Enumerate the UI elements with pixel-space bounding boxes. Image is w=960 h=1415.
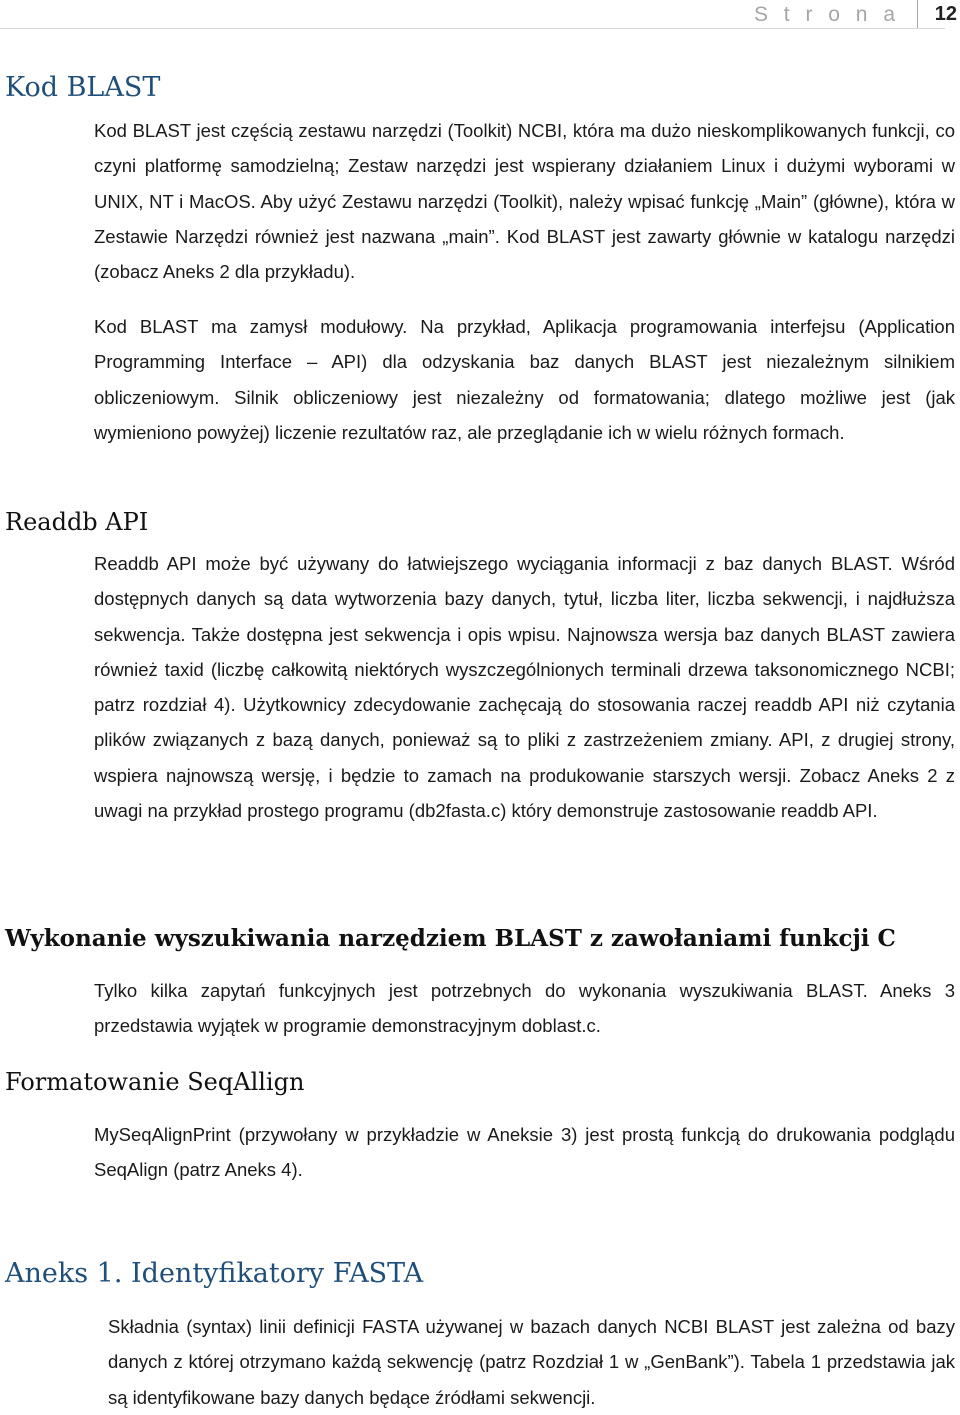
page-header-separator <box>917 0 918 28</box>
paragraph-aneks-1: Składnia (syntax) linii definicji FASTA używanej w bazach danych NCBI BLAST jest zależna od bazy danych z której otrzymano każdą sekwencję (patrz Rozdział 1 w „GenBank”). Tabela 1 przedstawia jak są identyfikowane bazy danych będące źródłami sekwencji. <box>108 1316 955 1408</box>
paragraph-formatowanie: MySeqAlignPrint (przywołany w przykładzie w Aneksie 3) jest prostą funkcją do drukowania podglądu SeqAlign (patrz Aneks 4). <box>94 1124 955 1181</box>
heading-aneks-1: Aneks 1. Identyfikatory FASTA <box>5 1258 424 1289</box>
heading-readdb-api: Readdb API <box>5 508 149 536</box>
header-rule <box>0 28 945 29</box>
page-number: 12 <box>934 3 957 25</box>
heading-formatowanie: Formatowanie SeqAllign <box>5 1068 305 1096</box>
paragraph-kod-blast-2: Kod BLAST ma zamysł modułowy. Na przykład, Aplikacja programowania interfejsu (Application Programming Interface – API) dla odzyskania baz danych BLAST jest niezależnym silnikiem obliczeniowym. Silnik obliczeniowy jest niezależny od formatowania; dlatego możliwe jest (jak wymieniono powyżej) liczenie rezultatów raz, ale przeglądanie ich w wielu różnych formach. <box>94 316 955 443</box>
paragraph-kod-blast-1: Kod BLAST jest częścią zestawu narzędzi (Toolkit) NCBI, która ma dużo nieskomplikowanych funkcji, co czyni platformę samodzielną; Zestaw narzędzi jest wspierany działaniem Linux i dużymi wyborami w UNIX, NT i MacOS. Aby użyć Zestawu narzędzi (Toolkit), należy wpisać funkcję „Main” (główne), która w Zestawie Narzędzi również jest nazwana „main”. Kod BLAST jest zawarty głównie w katalogu narzędzi (zobacz Aneks 2 dla przykładu). <box>94 120 955 283</box>
heading-wykonanie: Wykonanie wyszukiwania narzędziem BLAST z zawołaniami funkcji C <box>5 925 896 952</box>
paragraph-readdb-api: Readdb API może być używany do łatwiejszego wyciągania informacji z baz danych BLAST. Wśród dostępnych danych są data wytworzenia bazy danych, tytuł, liczba liter, liczba sekwencji, i najdłuższa sekwencja. Także dostępna jest sekwencja i opis wpisu. Najnowsza wersja baz danych BLAST zawiera również taxid (liczbę całkowitą niektórych wyszczególnionych terminali drzewa taksonomicznego NCBI; patrz rozdział 4). Użytkownicy zdecydowanie zachęcają do stosowania raczej readdb API niż czytania plików związanych z bazą danych, ponieważ są to pliki z zastrzeżeniem zmiany. API, z drugiej strony, wspiera najnowszą wersję, i będzie to zamach na produkowanie starszych wersji. Zobacz Aneks 2 z uwagi na przykład prostego programu (db2fasta.c) który demonstruje zastosowanie readdb API. <box>94 553 955 822</box>
paragraph-wykonanie: Tylko kilka zapytań funkcyjnych jest potrzebnych do wykonania wyszukiwania BLAST. Aneks 3 przedstawia wyjątek w programie demonstracyjnym doblast.c. <box>94 980 955 1037</box>
page-header-label: S t r o n a <box>753 3 900 26</box>
heading-kod-blast: Kod BLAST <box>5 72 161 103</box>
page-header <box>0 0 960 30</box>
